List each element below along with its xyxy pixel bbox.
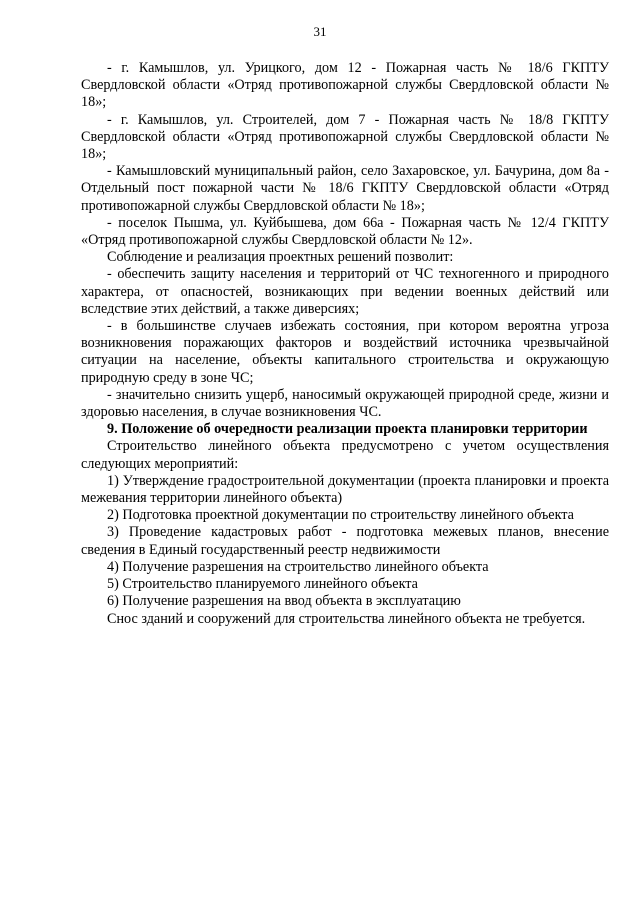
step-item: 2) Подготовка проектной документации по строительству линейного объекта	[107, 507, 574, 524]
section-heading: 9. Положение об очередности реализации проекта планировки территории	[107, 421, 588, 438]
step-item: 6) Получение разрешения на ввод объекта в эксплуатацию	[107, 593, 461, 610]
paragraph-benefit-protection: - обеспечить защиту населения и территорий от ЧС техногенного и природного характера, от опасностей, возникающих при ведении военных действий или вследствие этих действий, а также диверсиях;	[81, 266, 609, 317]
page-body	[81, 60, 609, 628]
section-intro: Строительство линейного объекта предусмотрено с учетом осуществления следующих мероприятий:	[81, 438, 609, 472]
paragraph-fire-station-uritskogo: - г. Камышлов, ул. Урицкого, дом 12 - Пожарная часть № 18/6 ГКПТУ Свердловской области «Отряд противопожарной службы Свердловской области № 18»;	[81, 60, 609, 111]
step-item: 4) Получение разрешения на строительство линейного объекта	[107, 558, 489, 575]
paragraph-compliance-intro: Соблюдение и реализация проектных решений позволит:	[107, 249, 454, 266]
section-closing: Снос зданий и сооружений для строительства линейного объекта не требуется.	[107, 610, 586, 627]
step-item: 1) Утверждение градостроительной документации (проекта планировки и проекта межевания территории линейного объекта)	[81, 472, 609, 507]
paragraph-benefit-reduce-damage: - значительно снизить ущерб, наносимый окружающей природной среде, жизни и здоровью населения, в случае возникновения ЧС.	[81, 386, 609, 421]
paragraph-fire-station-pyshma: - поселок Пышма, ул. Куйбышева, дом 66а - Пожарная часть № 12/4 ГКПТУ «Отряд противопожарной службы Свердловской области № 12».	[81, 214, 609, 249]
paragraph-benefit-avoid-threat: - в большинстве случаев избежать состояния, при котором вероятна угроза возникновения поражающих факторов и воздействий источника чрезвычайной ситуации на население, объекты капитального строительства и окружающую природную среду в зоне ЧС;	[81, 318, 609, 386]
step-item: 3) Проведение кадастровых работ - подготовка межевых планов, внесение сведения в Единый государственный реестр недвижимости	[81, 524, 609, 558]
paragraph-fire-station-stroiteley: - г. Камышлов, ул. Строителей, дом 7 - Пожарная часть № 18/8 ГКПТУ Свердловской области «Отряд противопожарной службы Свердловской области № 18»;	[81, 111, 609, 163]
step-item: 5) Строительство планируемого линейного объекта	[107, 576, 418, 593]
paragraph-fire-post-zakharovskoe: - Камышловский муниципальный район, село Захаровское, ул. Бачурина, дом 8а - Отдельный пост пожарной части № 18/6 ГКПТУ Свердловской области «Отряд противопожарной службы Свердловской области № 18»;	[81, 163, 609, 214]
page-number: 31	[313, 24, 327, 39]
